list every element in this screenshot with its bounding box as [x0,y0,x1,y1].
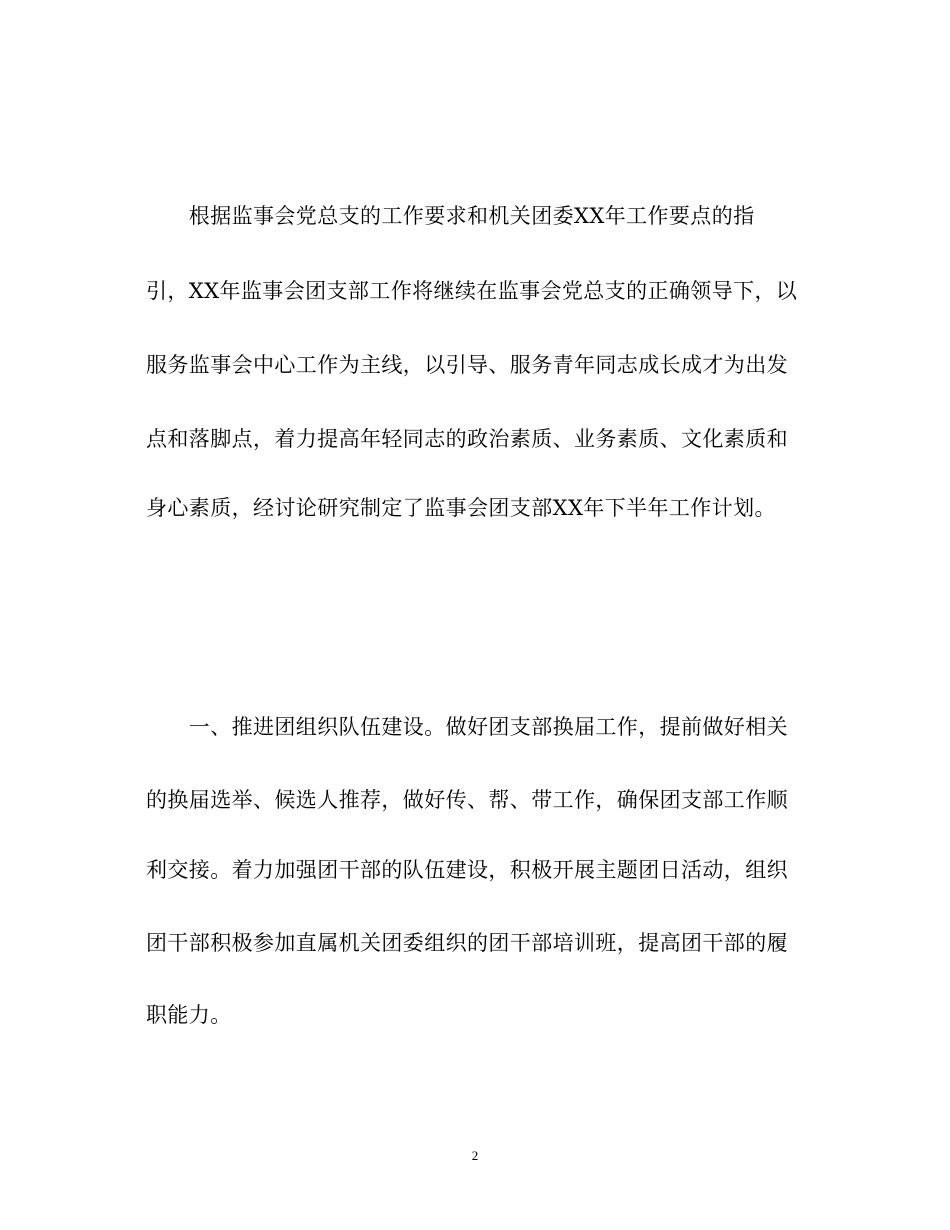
paragraph-line: 服务监事会中心工作为主线，以引导、服务青年同志成长成才为出发 [146,353,788,377]
paragraph-line: 根据监事会党总支的工作要求和机关团委XX年工作要点的指 [146,204,755,228]
page-number: 2 [471,1148,479,1163]
paragraph-line: 职能力。 [146,1003,232,1027]
paragraph-line: 点和落脚点，着力提高年轻同志的政治素质、业务素质、文化素质和 [146,427,788,451]
paragraph-line: 的换届选举、候选人推荐，做好传、帮、带工作，确保团支部工作顺 [146,788,788,812]
paragraph-line: 一、推进团组织队伍建设。做好团支部换届工作，提前做好相关 [146,715,788,739]
paragraph-line: 引，XX年监事会团支部工作将继续在监事会党总支的正确领导下，以 [146,279,798,303]
paragraph-line: 身心素质，经讨论研究制定了监事会团支部XX年下半年工作计划。 [146,496,776,520]
paragraph-line: 团干部积极参加直属机关团委组织的团干部培训班，提高团干部的履 [146,931,788,955]
paragraph-line: 利交接。着力加强团干部的队伍建设，积极开展主题团日活动，组织 [146,858,788,882]
